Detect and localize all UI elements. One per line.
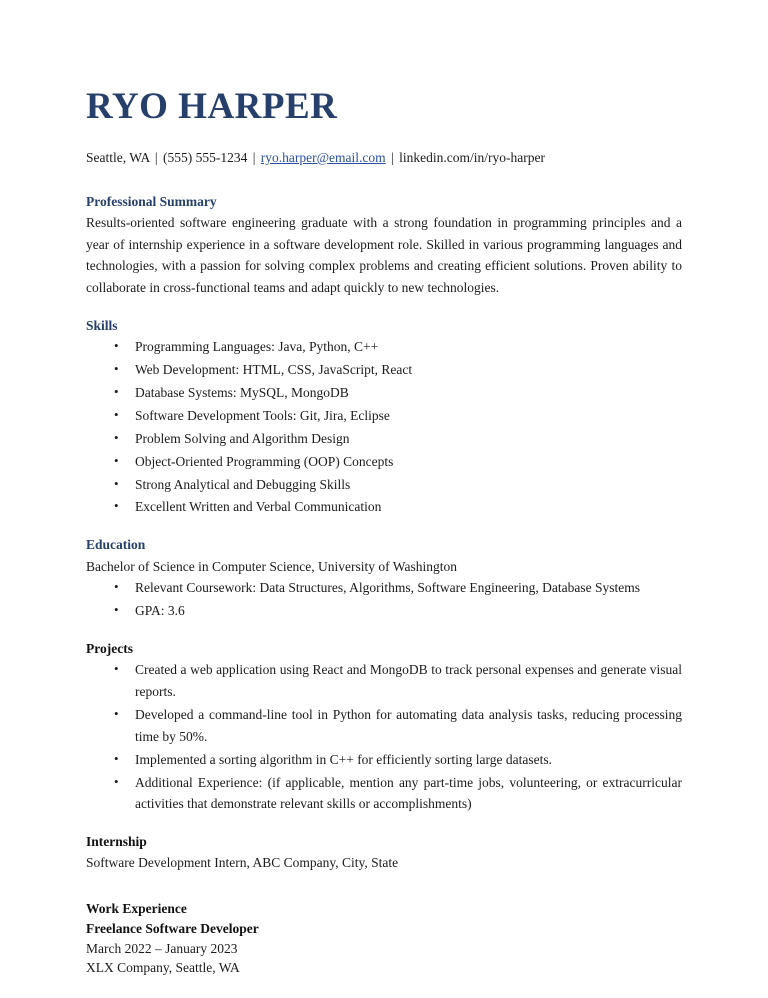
heading-education: Education <box>86 537 146 553</box>
section-work-experience <box>86 900 682 978</box>
list-item: • Implemented a sorting algorithm in C++ for efficiently sorting large datasets. <box>86 749 682 771</box>
education-degree-line: Bachelor of Science in Computer Science, University of Washington <box>86 558 457 574</box>
section-projects <box>86 640 682 815</box>
projects-list <box>86 659 682 815</box>
section-education <box>86 536 682 622</box>
list-item: • Problem Solving and Algorithm Design <box>86 428 682 450</box>
list-item: • Web Development: HTML, CSS, JavaScript, React <box>86 359 682 381</box>
list-item: • Software Development Tools: Git, Jira, Eclipse <box>86 405 682 427</box>
section-skills <box>86 317 682 518</box>
heading-internship: Internship <box>86 834 147 850</box>
contact-separator-3: | <box>391 150 394 165</box>
list-item: • Database Systems: MySQL, MongoDB <box>86 382 682 404</box>
spacer <box>86 890 682 900</box>
resume-content <box>86 88 682 978</box>
contact-email-link[interactable]: ryo.harper@email.com <box>260 150 386 165</box>
heading-work-experience: Work Experience <box>86 901 187 917</box>
heading-skills: Skills <box>86 318 118 334</box>
work-dates: March 2022 – January 2023 <box>86 940 238 956</box>
candidate-name: RYO HARPER <box>86 86 338 127</box>
internship-detail: Software Development Intern, ABC Company, City, State <box>86 854 399 870</box>
list-item: • Created a web application using React and MongoDB to track personal expenses and generate visual reports. <box>86 659 682 703</box>
contact-separator-1: | <box>154 150 158 165</box>
work-job-title: Freelance Software Developer <box>86 921 259 937</box>
list-item: • Object-Oriented Programming (OOP) Concepts <box>86 451 682 473</box>
contact-line <box>86 149 682 167</box>
professional-summary-paragraph: Results-oriented software engineering graduate with a strong foundation in programming principles and a year of internship experience in a software development role. Skilled in various programming languages and technologies, with a passion for solving complex problems and creating efficient solutions. Proven ability to collaborate in cross-functional teams and adapt quickly to new technologies. <box>86 214 682 296</box>
heading-projects: Projects <box>86 641 133 657</box>
list-item: • Relevant Coursework: Data Structures, Algorithms, Software Engineering, Database Systems <box>86 577 682 599</box>
list-item: • Additional Experience: (if applicable, mention any part-time jobs, volunteering, or extracurricular activities that demonstrate relevant skills or accomplishments) <box>86 772 682 816</box>
list-item: • Excellent Written and Verbal Communication <box>86 496 682 518</box>
work-company: XLX Company, Seattle, WA <box>86 960 240 976</box>
contact-phone: (555) 555-1234 <box>162 150 248 165</box>
education-list <box>86 577 682 622</box>
section-professional-summary <box>86 193 682 300</box>
skills-list <box>86 336 682 518</box>
list-item: • Programming Languages: Java, Python, C++ <box>86 336 682 358</box>
list-item: • GPA: 3.6 <box>86 600 682 622</box>
contact-linkedin: linkedin.com/in/ryo-harper <box>399 150 545 165</box>
heading-professional-summary: Professional Summary <box>86 193 217 209</box>
contact-separator-2: | <box>252 150 256 165</box>
section-internship <box>86 833 682 872</box>
list-item: • Developed a command-line tool in Python for automating data analysis tasks, reducing processing time by 50%. <box>86 704 682 748</box>
contact-location: Seattle, WA <box>86 150 150 165</box>
list-item: • Strong Analytical and Debugging Skills <box>86 474 682 496</box>
